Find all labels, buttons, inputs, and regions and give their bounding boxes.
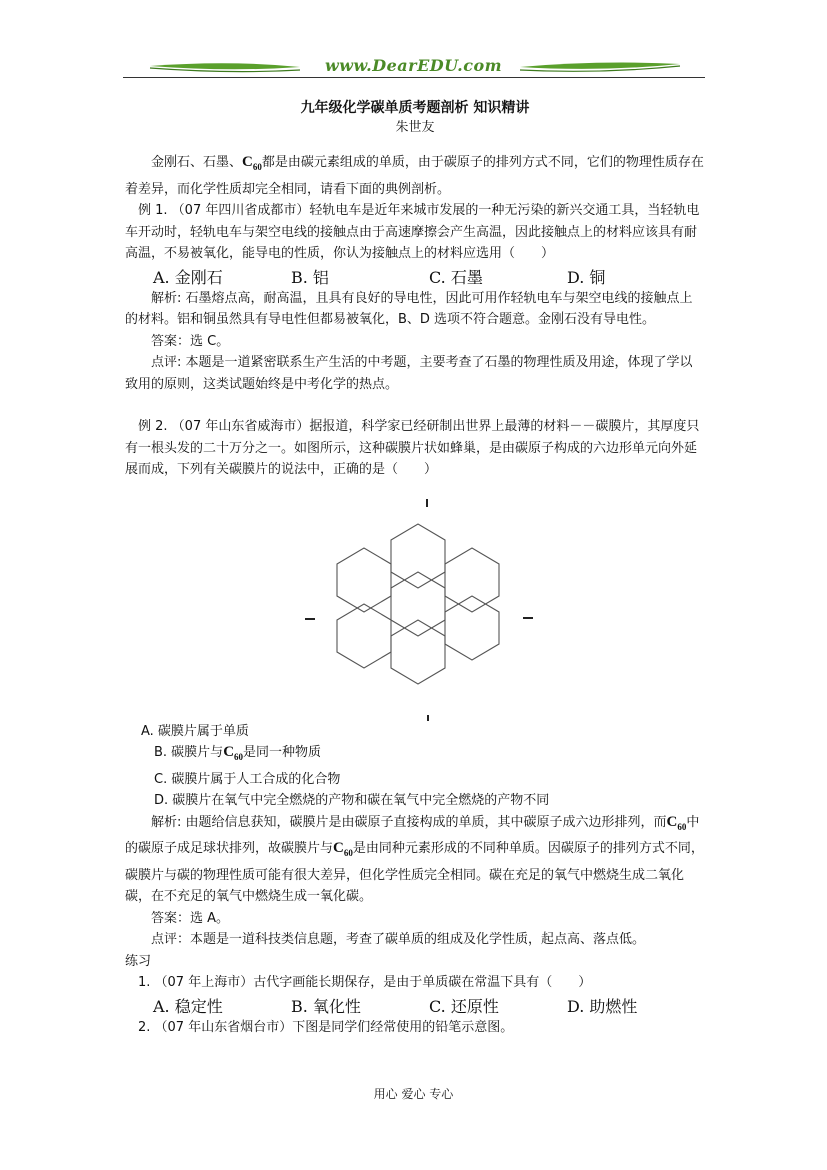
ex1-question: 例 1. （07 年四川省成都市）轻轨电车是近年来城市发展的一种无污染的新兴交通工具，当轻轨电车开动时，轻轨电车与架空电线的接触点由于高速摩擦会产生高温，因此接触点上的材料应该具有耐高温，不易被氧化，能导电的性质，你认为接触点上的材料应选用（ ） — [125, 203, 700, 261]
ex2-option-b — [125, 742, 705, 769]
hexagon-lower-right — [445, 596, 499, 660]
ex1-comment: 点评: 本题是一道紧密联系生产生活的中考题，主要考查了石墨的物理性质及用途，体现了学以致用的原则，这类试题始终是中考化学的热点。 — [125, 355, 693, 392]
ex2-option-b-post: 是同一种物质 — [243, 745, 322, 760]
hexagon-bottom — [391, 620, 445, 684]
ex2-answer: 答案：选 A。 — [151, 910, 230, 926]
practice-q1: 1. （07 年上海市）古代字画能长期保存，是由于单质碳在常温下具有（ ） — [138, 975, 592, 990]
ex2-analysis-1: 解析: 由题给信息获知，碳膜片是由碳原子直接构成的单质，其中碳原子成六边形排列，而 — [151, 814, 667, 830]
intro-part1: 金刚石、石墨、 — [151, 155, 243, 170]
ex2-analysis-2: 中的碳原子成足球状排列，故碳膜片与 — [125, 814, 700, 856]
practice-q1-options — [125, 994, 705, 1017]
c60-formula — [242, 154, 262, 170]
honeycomb-figure — [125, 481, 705, 721]
ex2-comment: 点评：本题是一道科技类信息题，考查了碳单质的组成及化学性质，起点高、落点低。 — [151, 932, 646, 947]
ex1-option-b: B. 铝 — [291, 267, 329, 287]
q1-option-c: C. 还原性 — [429, 996, 499, 1016]
ex2-option-d: D. 碳膜片在氧气中完全燃烧的产物和碳在氧气中完全燃烧的产物不同 — [154, 793, 550, 808]
doc-author: 朱世友 — [395, 120, 435, 135]
practice-q2: 2. （07 年山东省烟台市）下图是同学们经常使用的铅笔示意图。 — [138, 1019, 514, 1035]
ex2-option-b-pre: B. 碳膜片与 — [154, 745, 224, 760]
c60-formula — [667, 814, 687, 830]
c60-c: C — [333, 840, 344, 856]
q1-option-d: D. 助燃性 — [567, 996, 638, 1016]
c60-sub: 60 — [343, 848, 353, 858]
hexagon-upper-right — [445, 548, 499, 612]
ex2-option-c: C. 碳膜片属于人工合成的化合物 — [154, 771, 341, 787]
c60-sub: 60 — [677, 821, 687, 832]
c60-c: C — [666, 813, 678, 830]
ex2-analysis-3: 是由同种元素形成的不同种单质。因碳原子的排列方式不同，碳膜片与碳的物理性质可能有很大差异，但化学性质完全相同。碳在充足的氧气中燃烧生成二氧化碳，在不充足的氧气中燃烧生成一氧化碳。 — [125, 841, 704, 904]
c60-formula — [333, 840, 353, 856]
c60-formula — [223, 744, 243, 760]
intro-paragraph — [125, 152, 705, 200]
c60-sub: 60 — [234, 752, 244, 762]
ex1-option-a: A. 金刚石 — [153, 267, 223, 287]
c60-c: C — [242, 154, 253, 170]
hexagon-top — [391, 524, 445, 588]
hexagon-lower-left — [337, 604, 391, 668]
header-site-name[interactable]: www.DearEDU.com — [324, 56, 503, 75]
c60-sub: 60 — [252, 162, 262, 172]
ex2-question: 例 2. （07 年山东省威海市）据报道，科学家已经研制出世界上最薄的材料－－碳膜片，其厚度只有一根头发的二十万分之一。如图所示，这种碳膜片状如蜂巢，是由碳原子构成的六边形单元向外延展而成，下列有关碳膜片的说法中，正确的是（ ） — [125, 419, 700, 477]
q1-option-b: B. 氧化性 — [291, 996, 361, 1016]
hexagon-center — [391, 572, 445, 636]
honeycomb-diagram — [125, 481, 705, 721]
practice-heading: 练习 — [125, 953, 152, 969]
ex2-analysis — [125, 812, 705, 908]
ex2-option-a: A. 碳膜片属于单质 — [141, 723, 249, 739]
document-body — [125, 98, 705, 1038]
doc-title: 九年级化学碳单质考题剖析 知识精讲 — [300, 100, 530, 116]
header-rule — [123, 77, 705, 78]
page-header — [0, 0, 827, 90]
page-footer: 用心 爱心 专心 — [373, 1087, 454, 1101]
ex1-analysis: 解析: 石墨熔点高，耐高温，且具有良好的导电性，因此可用作轻轨电车与架空电线的接触点上的材料。铝和铜虽然具有导电性但都易被氧化，B、D 选项不符合题意。金刚石没有导电性。 — [125, 290, 693, 327]
c60-c: C — [223, 744, 235, 760]
ex1-option-d: D. 铜 — [567, 267, 606, 287]
intro-part2: 都是由碳元素组成的单质，由于碳原子的排列方式不同，它们的物理性质存在着差异，而化学性质却完全相同，请看下面的典例剖析。 — [125, 155, 704, 197]
ex1-answer: 答案：选 C。 — [151, 333, 230, 349]
hexagon-upper-left — [337, 548, 391, 612]
ex1-option-c: C. 石墨 — [429, 267, 483, 287]
q1-option-a: A. 稳定性 — [153, 996, 223, 1016]
ex1-options — [125, 265, 705, 288]
